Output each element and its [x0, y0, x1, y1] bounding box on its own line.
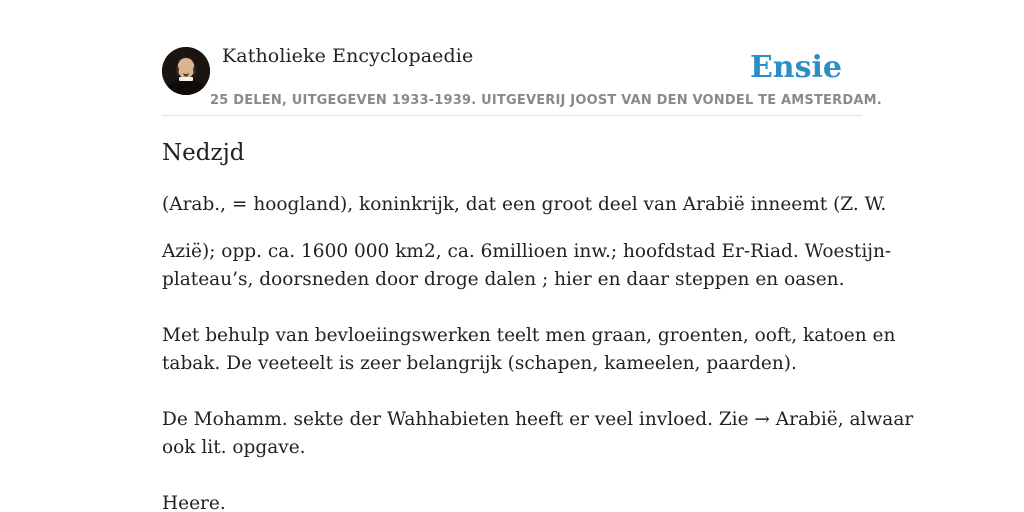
article-body	[162, 191, 914, 512]
header-divider	[162, 115, 862, 116]
portrait-avatar-icon	[162, 47, 210, 95]
article-title: Nedzjd	[162, 140, 245, 166]
source-subtitle: 25 DELEN, UITGEGEVEN 1933-1939. UITGEVERIJ JOOST VAN DEN VONDEL TE AMSTERDAM.	[210, 93, 882, 108]
article-line: ook lit. opgave.	[162, 437, 306, 458]
article-author: Heere.	[162, 493, 226, 512]
paragraph-gap	[162, 378, 862, 406]
article-paragraph: (Arab., = hoogland), koninkrijk, dat een groot deel van Arabië inneemt (Z. W.	[162, 194, 887, 215]
article-line: Met behulp van bevloeiingswerken teelt men graan, groenten, ooft, katoen en	[162, 325, 896, 346]
ensie-logo-link[interactable]: Ensie	[749, 50, 842, 85]
article-line: plateau’s, doorsneden door droge dalen ; hier en daar steppen en oasen.	[162, 269, 845, 290]
article-line-with-crossref[interactable]: De Mohamm. sekte der Wahhabieten heeft er veel invloed. Zie → Arabië, alwaar	[162, 409, 914, 430]
portrait-svg	[162, 47, 210, 95]
paragraph-gap	[162, 462, 862, 490]
article-line: tabak. De veeteelt is zeer belangrijk (schapen, kameelen, paarden).	[162, 353, 797, 374]
paragraph-gap	[162, 294, 862, 322]
source-title[interactable]: Katholieke Encyclopaedie	[222, 45, 474, 67]
article-line: Azië); opp. ca. 1600 000 km2, ca. 6millioen inw.; hoofdstad Er-Riad. Woestijn-	[162, 241, 892, 262]
